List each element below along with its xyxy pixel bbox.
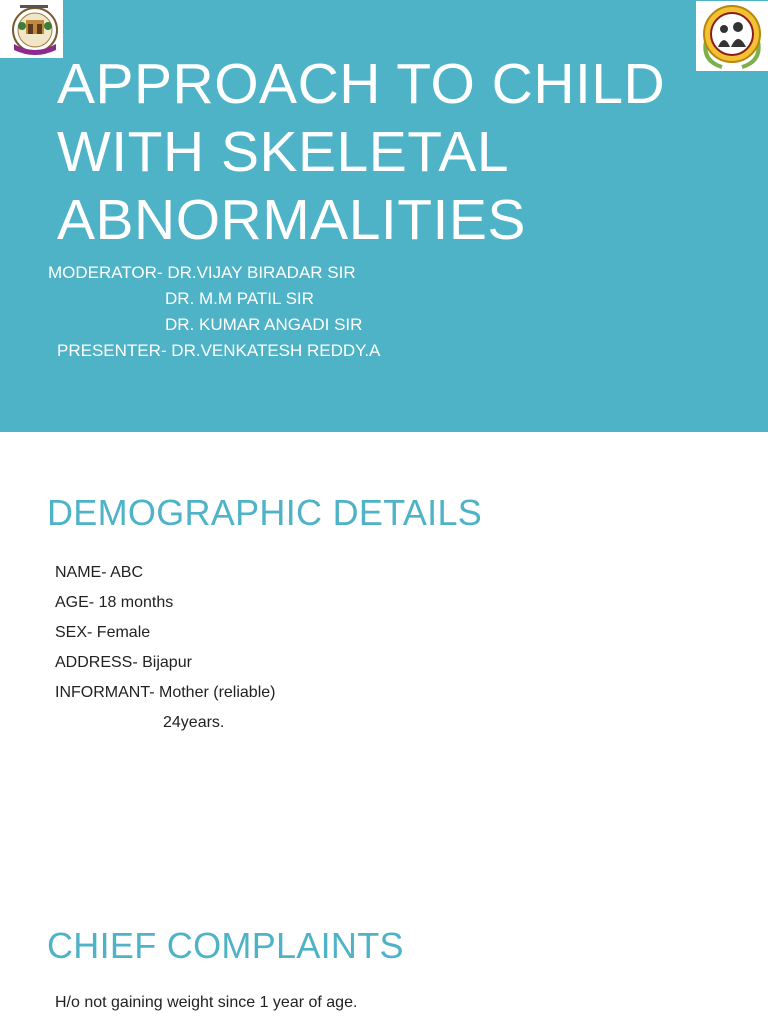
- title-line-1: APPROACH TO CHILD: [57, 52, 666, 116]
- chief-complaints-heading: CHIEF COMPLAINTS: [47, 925, 404, 966]
- demographic-details-list: [55, 558, 275, 738]
- moderator-line: MODERATOR- DR.VIJAY BIRADAR SIR: [48, 263, 356, 282]
- moderator-line-3: DR. KUMAR ANGADI SIR: [165, 315, 363, 334]
- detail-informant-age: 24years.: [163, 714, 225, 731]
- detail-address: ADDRESS- Bijapur: [55, 654, 192, 671]
- round-seal-logo-icon: [696, 1, 768, 71]
- detail-name: NAME- ABC: [55, 564, 144, 581]
- title-line-3: ABNORMALITIES: [57, 188, 526, 252]
- presenter-line: PRESENTER- DR.VENKATESH REDDY.A: [57, 341, 381, 360]
- presentation-title: [57, 50, 697, 254]
- demographic-details-heading: DEMOGRAPHIC DETAILS: [47, 492, 483, 533]
- title-line-2: WITH SKELETAL: [57, 120, 510, 184]
- detail-sex: SEX- Female: [55, 624, 151, 641]
- credits-block: [48, 260, 380, 364]
- chief-complaint-text: H/o not gaining weight since 1 year of age.: [55, 994, 358, 1011]
- detail-age: AGE- 18 months: [55, 594, 174, 611]
- moderator-line-2: DR. M.M PATIL SIR: [165, 289, 314, 308]
- detail-informant: INFORMANT- Mother (reliable): [55, 684, 276, 701]
- college-emblem-icon: [0, 0, 63, 58]
- title-slide: [0, 0, 768, 432]
